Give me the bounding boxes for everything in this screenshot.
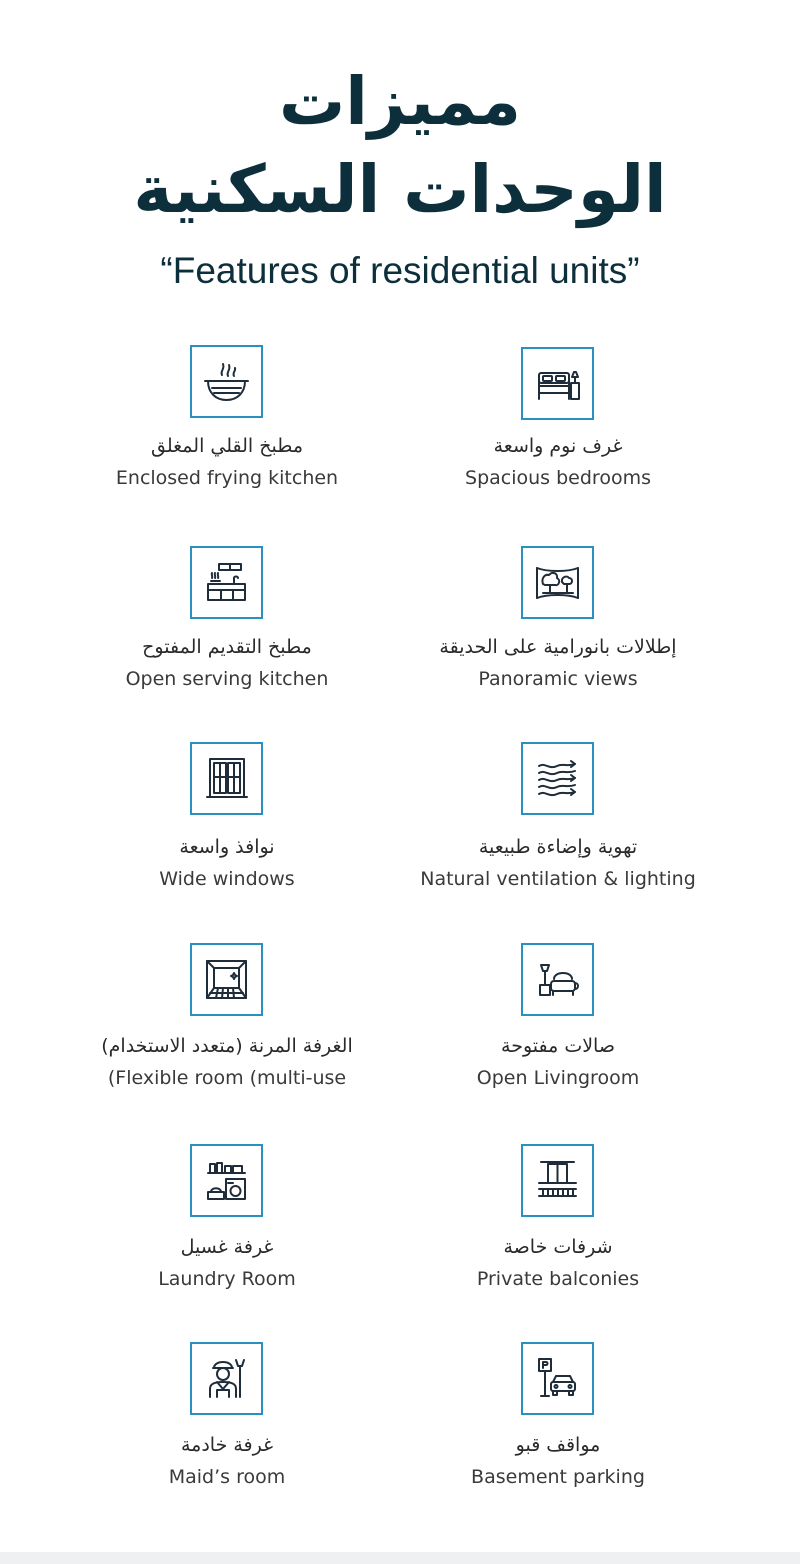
feature-label-en: Natural ventilation & lighting: [420, 868, 696, 890]
balcony-icon: [521, 1144, 594, 1217]
feature-label-ar: الغرفة المرنة (متعدد الاستخدام): [101, 1035, 353, 1057]
feature-enclosed-kitchen: [62, 345, 392, 495]
feature-wide-windows: [62, 742, 392, 892]
feature-spacious-bedrooms: [393, 347, 723, 497]
feature-label-ar: مطبخ القلي المغلق: [151, 435, 303, 457]
feature-label-ar: مواقف قبو: [515, 1434, 601, 1456]
feature-panoramic-views: [393, 546, 723, 696]
feature-label-en: Open serving kitchen: [125, 668, 329, 690]
garden-view-icon: [521, 546, 594, 619]
page-title-arabic-line1: مميزات: [278, 63, 522, 140]
washing-machine-icon: [190, 1144, 263, 1217]
feature-label-ar: إطلالات بانورامية على الحديقة: [439, 636, 677, 658]
sofa-icon: [521, 943, 594, 1016]
feature-maids-room: [62, 1342, 392, 1492]
feature-label-en: Wide windows: [159, 868, 295, 890]
feature-label-en: Open Livingroom: [476, 1067, 640, 1089]
feature-label-ar: نوافذ واسعة: [179, 836, 275, 858]
window-icon: [190, 742, 263, 815]
feature-label-en: Panoramic views: [478, 668, 638, 690]
airflow-icon: [521, 742, 594, 815]
feature-label-ar: غرف نوم واسعة: [493, 435, 623, 457]
feature-natural-ventilation: [393, 742, 723, 892]
feature-label-ar: تهوية وإضاءة طبيعية: [478, 836, 638, 858]
kitchen-counter-icon: [190, 546, 263, 619]
feature-flexible-room: [62, 943, 392, 1093]
feature-open-kitchen: [62, 546, 392, 696]
feature-label-en: Private balconies: [476, 1268, 640, 1290]
parking-icon: [521, 1342, 594, 1415]
feature-open-livingroom: [393, 943, 723, 1093]
feature-basement-parking: [393, 1342, 723, 1492]
feature-label-en: Enclosed frying kitchen: [115, 467, 339, 489]
feature-label-en: Laundry Room: [158, 1268, 296, 1290]
maid-icon: [190, 1342, 263, 1415]
page-title-arabic-line2: الوحدات السكنية: [133, 151, 667, 228]
feature-label-en: (Flexible room (multi-use: [107, 1067, 347, 1089]
feature-label-ar: مطبخ التقديم المفتوح: [142, 636, 312, 658]
feature-private-balconies: [393, 1144, 723, 1294]
feature-label-en: Spacious bedrooms: [465, 467, 651, 489]
page-title-english: “Features of residential units”: [160, 250, 640, 291]
feature-label-en: Maid’s room: [168, 1466, 286, 1488]
feature-label-ar: شرفات خاصة: [503, 1236, 613, 1258]
bottom-divider: [0, 1552, 800, 1564]
bed-icon: [521, 347, 594, 420]
feature-laundry-room: [62, 1144, 392, 1294]
feature-label-ar: غرفة خادمة: [180, 1434, 274, 1456]
feature-label-ar: صالات مفتوحة: [501, 1035, 615, 1057]
feature-label-en: Basement parking: [471, 1466, 645, 1488]
empty-room-icon: [190, 943, 263, 1016]
cooking-pot-icon: [190, 345, 263, 418]
feature-label-ar: غرفة غسيل: [180, 1236, 274, 1258]
